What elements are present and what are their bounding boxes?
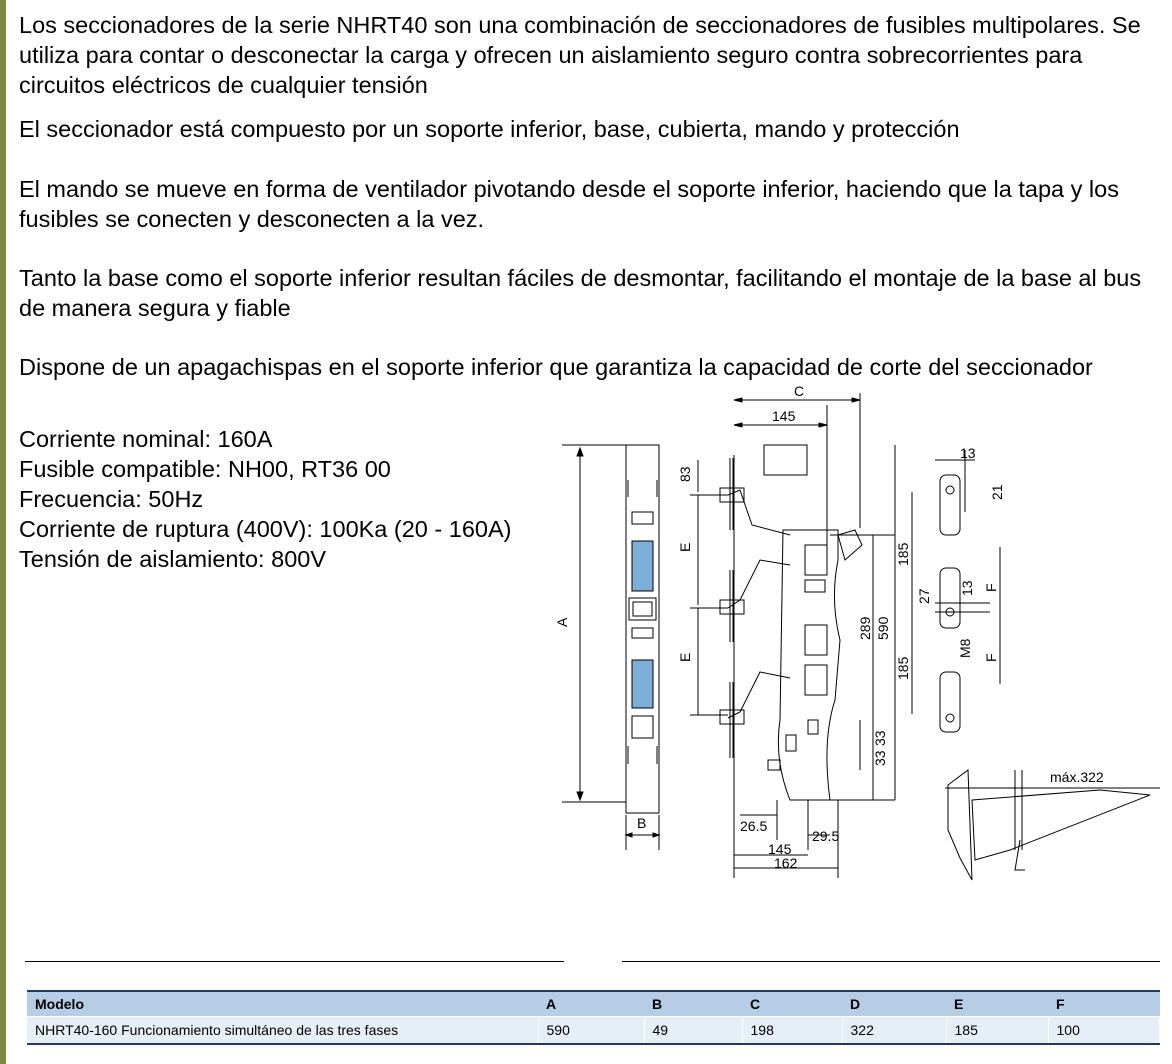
header-b: B	[644, 991, 742, 1017]
header-e: E	[946, 991, 1048, 1017]
cell-c: 198	[742, 1017, 842, 1045]
dim-F2: F	[983, 653, 999, 662]
spec-breaking-current: Corriente de ruptura (400V): 100Ka (20 - 160A)	[19, 516, 512, 542]
dim-590: 590	[875, 616, 891, 640]
dim-145-bottom: 145	[768, 841, 792, 857]
dim-185-b: 185	[895, 656, 911, 680]
dim-185-a: 185	[895, 542, 911, 566]
header-f: F	[1048, 991, 1160, 1017]
composition-paragraph: El seccionador está compuesto por un soporte inferior, base, cubierta, mando y protección	[19, 116, 960, 142]
dim-289: 289	[857, 616, 873, 640]
spec-rated-current: Corriente nominal: 160A	[19, 426, 273, 452]
dim-M8: M8	[957, 638, 973, 658]
divider-right	[622, 961, 1160, 962]
intro-paragraph: Los seccionadores de la serie NHRT40 son una combinación de seccionadores de fusibles multipolares. Se utiliza para contar o desconectar la carga y ofrecen un aislamiento seguro contra sobrecorrientes para circuitos eléctricos de cualquier tensión	[19, 12, 1141, 98]
dim-13: 13	[960, 445, 976, 461]
spec-frequency: Frecuencia: 50Hz	[19, 486, 204, 512]
cell-e: 185	[946, 1017, 1048, 1045]
dim-E1: E	[677, 542, 693, 552]
dim-C: C	[794, 383, 805, 399]
dim-162: 162	[774, 855, 798, 871]
dim-A: A	[554, 617, 570, 627]
dim-27: 27	[916, 588, 932, 604]
spec-compatible-fuse: Fusible compatible: NH00, RT36 00	[19, 456, 391, 482]
dim-max-322: máx.322	[1050, 769, 1104, 785]
dim-33a: 33	[872, 730, 888, 746]
arc-chute-paragraph: Dispone de un apagachispas en el soporte inferior que garantiza la capacidad de corte del seccionador	[19, 354, 1093, 380]
handle-paragraph: El mando se mueve en forma de ventilador pivotando desde el soporte inferior, haciendo que la tapa y los fusibles se conecten y desconecten a la vez.	[19, 176, 1119, 232]
dim-13b: 13	[959, 580, 975, 596]
spec-insulation-voltage: Tensión de aislamiento: 800V	[19, 546, 327, 572]
divider-left	[25, 961, 564, 962]
dim-21: 21	[989, 484, 1005, 500]
front-view	[562, 445, 659, 850]
cell-f: 100	[1048, 1017, 1160, 1045]
cell-b: 49	[644, 1017, 742, 1045]
dim-B: B	[637, 815, 647, 831]
dim-E2: E	[677, 652, 693, 662]
table-header-row	[27, 991, 1160, 1017]
dim-83: 83	[677, 466, 693, 482]
header-modelo: Modelo	[27, 991, 538, 1017]
cell-a: 590	[538, 1017, 644, 1045]
header-c: C	[742, 991, 842, 1017]
cell-d: 322	[842, 1017, 946, 1045]
dim-29-5: 29.5	[812, 828, 840, 844]
dim-F1: F	[983, 583, 999, 592]
model-dimensions-table	[27, 990, 1160, 1045]
dim-26-5: 26.5	[740, 818, 768, 834]
dim-145-top: 145	[772, 408, 796, 424]
header-d: D	[842, 991, 946, 1017]
handle-open-view	[945, 770, 1160, 880]
table-row	[27, 1017, 1160, 1045]
header-a: A	[538, 991, 644, 1017]
dim-33b: 33	[872, 750, 888, 766]
cell-modelo: NHRT40-160 Funcionamiento simultáneo de las tres fases	[27, 1017, 538, 1045]
mounting-paragraph: Tanto la base como el soporte inferior resultan fáciles de desmontar, facilitando el montaje de la base al bus de manera segura y fiable	[19, 265, 1142, 321]
